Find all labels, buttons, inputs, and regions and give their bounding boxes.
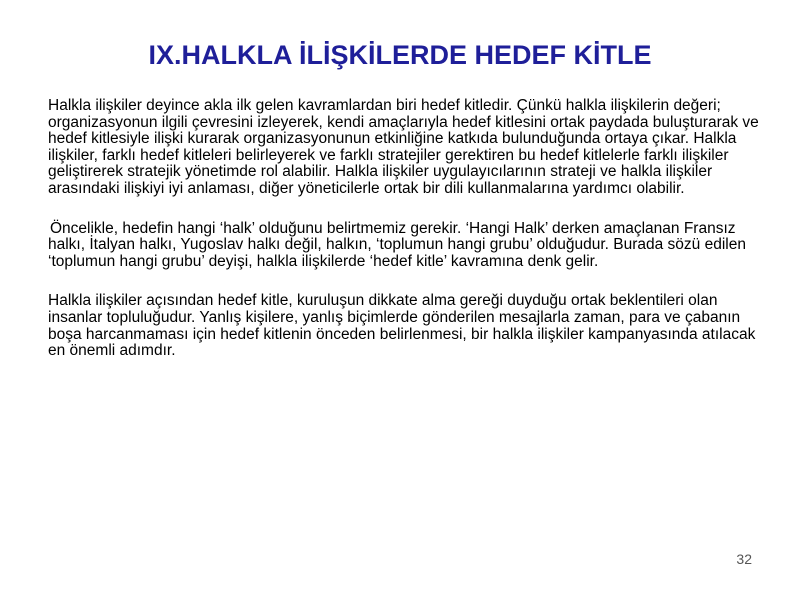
paragraph-hangi-halk: Öncelikle, hedefin hangi ‘halk’ olduğunu belirtmemiz gerekir. ‘Hangi Halk’ derken amaçlanan Fransız halkı, İtalyan halkı, Yugoslav halkı değil, halkın, ‘toplumun hangi grubu’ olduğudur. Burada sözü edilen ‘toplumun hangi grubu’ deyişi, halkla ilişkilerde ‘hedef kitle’ kavramına denk gelir.: [48, 219, 746, 270]
slide-title: IX.HALKLA İLİŞKİLERDE HEDEF KİTLE: [148, 40, 652, 70]
paragraph-hedef-kitle-intro: Halkla ilişkiler deyince akla ilk gelen kavramlardan biri hedef kitledir. Çünkü halkla ilişkilerin değeri; organizasyonun ilgili çevresini izleyerek, kendi amaçlarıyla hedef kitlesini ortak paydada buluşturarak ve hedef kitlesiyle ilişki kurarak organizasyonunun etkinliğine katkıda bulunduğunda ortaya çıkar. Halkla ilişkiler, farklı hedef kitleleri belirleyerek ve farklı stratejiler gerektiren bu hedef kitlelerle farklı ilişkiler geliştirerek stratejik yönetimde rol alabilir. Halkla ilişkiler uygulayıcılarının strateji ve halkla ilişkiler arasındaki ilişkiyi iyi anlaması, diğer yöneticilerle ortak bir dili kullanmalarına yardımcı olabilir.: [48, 97, 759, 197]
page-number: 32: [736, 551, 752, 567]
slide-body: [48, 98, 760, 360]
paragraph-hedef-kitle-tanim: Halkla ilişkiler açısından hedef kitle, kuruluşun dikkate alma gereği duyduğu ortak beklentileri olan insanlar topluluğudur. Yanlış kişilere, yanlış biçimlerde gönderilen mesajlarla zaman, para ve çabanın boşa harcanmaması için hedef kitlenin önceden belirlenmesi, bir halkla ilişkiler kampanyasında atılacak en önemli adımdır.: [48, 292, 756, 360]
